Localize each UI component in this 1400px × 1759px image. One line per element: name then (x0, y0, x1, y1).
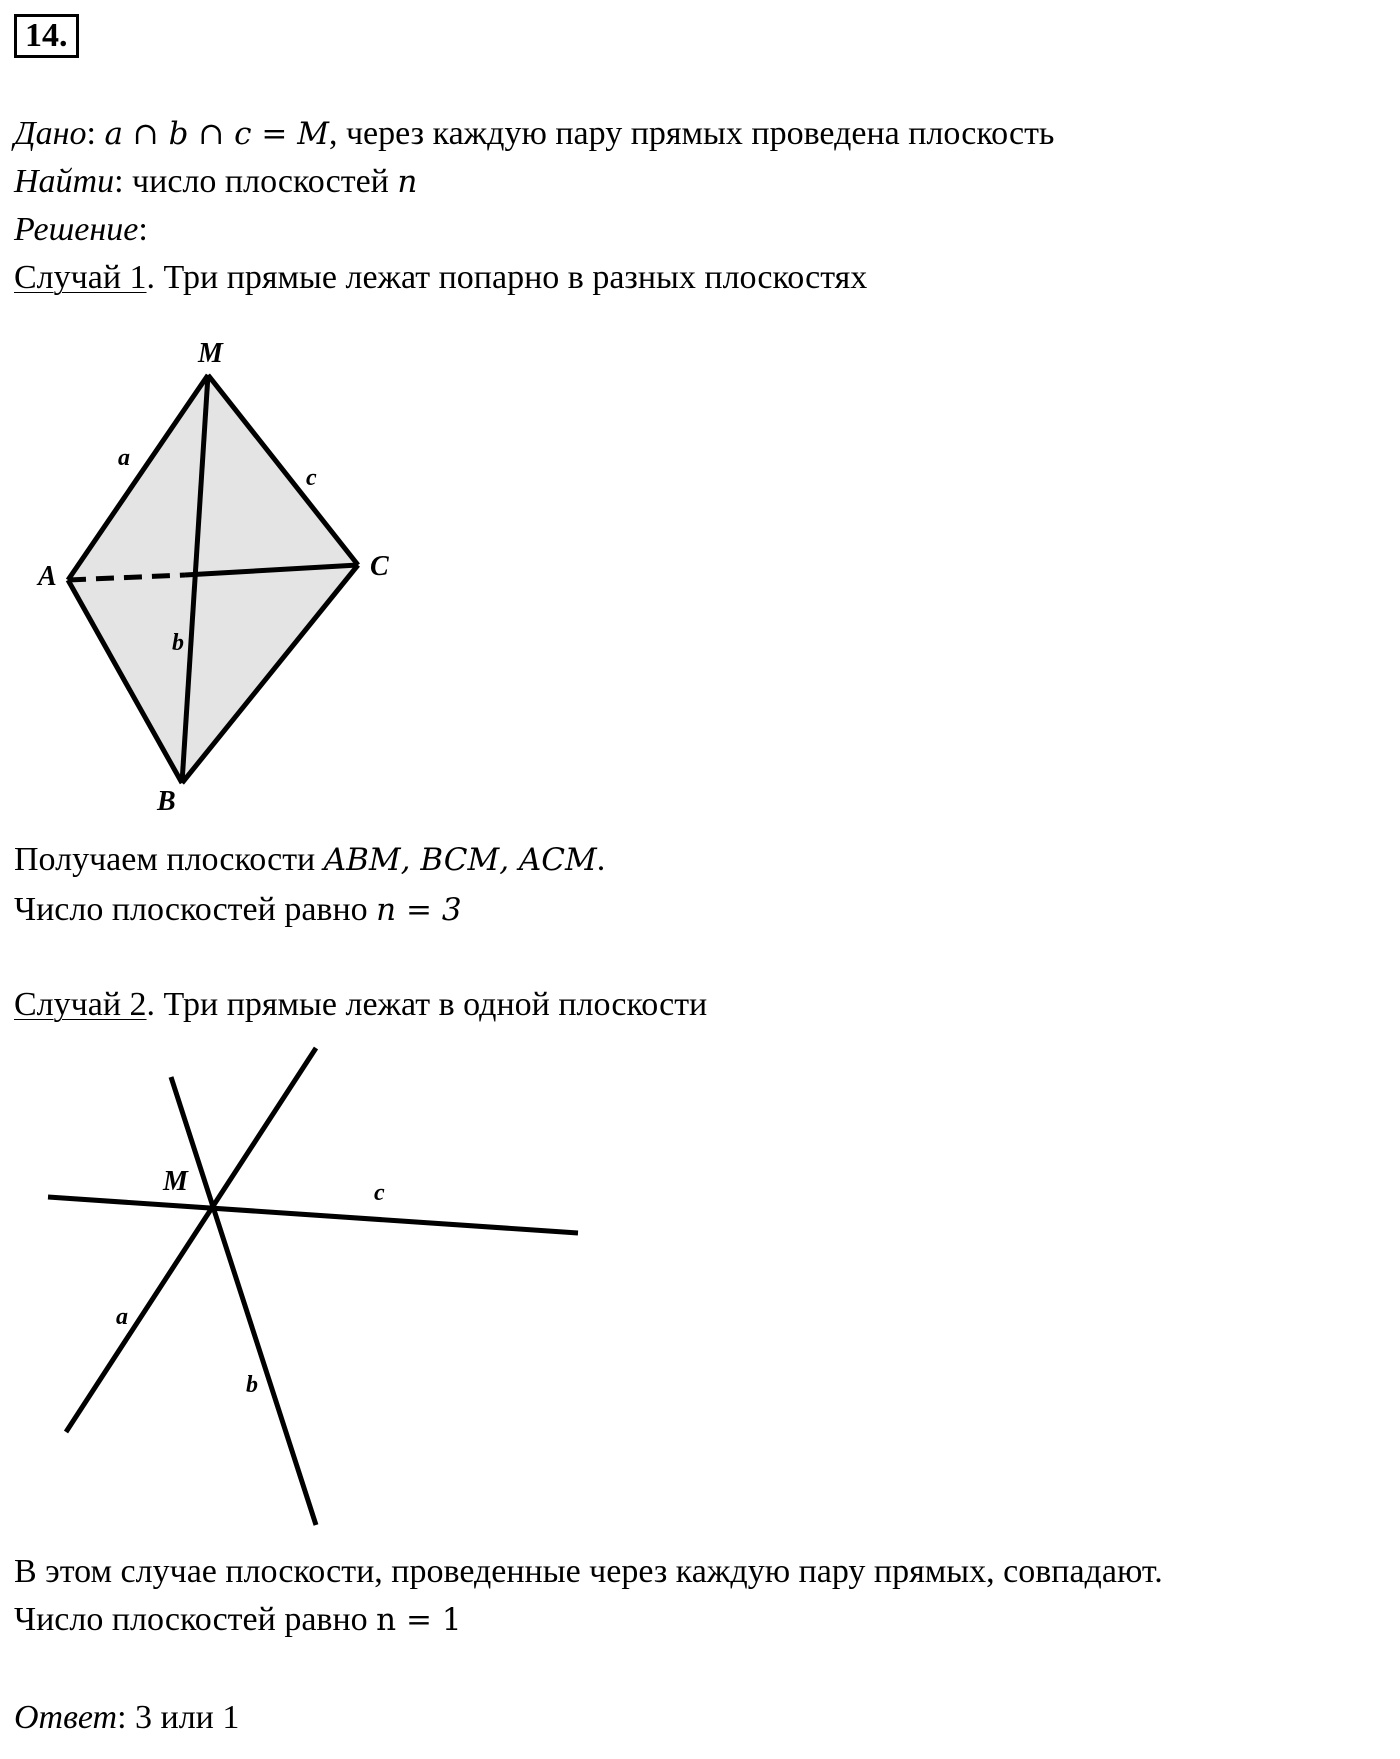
case1-result-planes: Получаем плоскости ABM, BCM, ACM. (14, 841, 606, 878)
solution-label: Решение (14, 211, 139, 248)
label-A: A (38, 561, 57, 592)
case1-figure (0, 320, 440, 820)
given-text: , через каждую пару прямых проведена плоскость (328, 115, 1055, 152)
case2-result-coincide: В этом случае плоскости, проведенные через каждую пару прямых, совпадают. (14, 1553, 1163, 1590)
label-c2: c (374, 1180, 385, 1206)
planes-list: ABM, BCM, ACM (323, 842, 597, 878)
case2-label: Случай 2 (14, 986, 147, 1023)
find-variable: n (397, 164, 418, 200)
solution-line: Решение: (14, 211, 148, 248)
label-M: M (198, 338, 223, 369)
label-M2: M (163, 1166, 188, 1197)
answer-line (14, 1698, 239, 1738)
line-c (48, 1197, 578, 1233)
given-expression: a ∩ b ∩ c = M (104, 116, 329, 152)
label-C: C (370, 551, 389, 582)
count-n3: n = 3 (376, 892, 462, 928)
case1-text: . Три прямые лежат попарно в разных плоскостях (146, 259, 868, 296)
given-line: Дано: a ∩ b ∩ c = M, через каждую пару прямых проведена плоскость (14, 115, 1055, 152)
label-c: c (306, 465, 317, 491)
count-n1: n = 1 (376, 1602, 462, 1638)
label-a: a (118, 445, 130, 471)
case2-text: . Три прямые лежат в одной плоскости (146, 986, 708, 1023)
given-label: Дано (14, 115, 87, 152)
case2-heading (14, 985, 707, 1025)
answer-label: Ответ (14, 1699, 118, 1736)
find-text: : число плоскостей (114, 163, 398, 200)
label-a2: a (116, 1304, 128, 1330)
label-b2: b (246, 1372, 258, 1398)
case1-heading (14, 258, 867, 298)
problem-number: 14. (14, 14, 79, 58)
find-line (14, 162, 417, 202)
case1-result-count: Число плоскостей равно n = 3 (14, 891, 462, 928)
label-b: b (172, 630, 184, 656)
label-B: B (157, 786, 176, 817)
line-b (171, 1077, 316, 1525)
case1-label: Случай 1 (14, 259, 147, 296)
case2-figure (0, 1030, 620, 1550)
answer-text: : 3 или 1 (117, 1699, 240, 1736)
case2-result-count: Число плоскостей равно n = 1 (14, 1601, 462, 1638)
find-label: Найти (14, 163, 115, 200)
line-a (66, 1048, 316, 1432)
